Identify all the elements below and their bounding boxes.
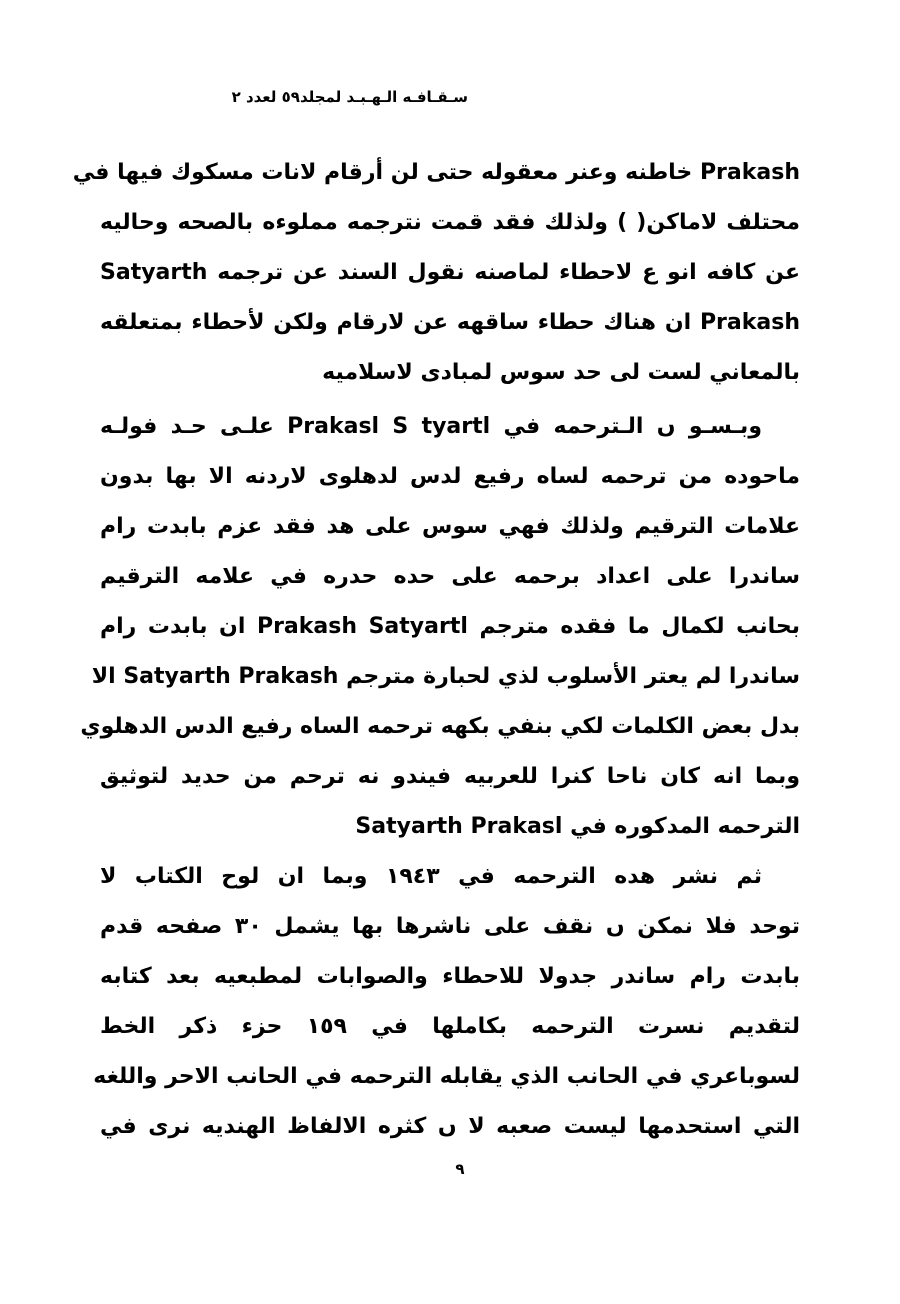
paragraph-2 [80, 402, 800, 852]
text-line: ساندرا على اعداد برحمه على حده حدره في علامه الترقيم [100, 564, 800, 589]
text-line: لتقديم نسرت الترحمه بكاملها في ١٥٩ حزء ذكر الخط [100, 1014, 801, 1039]
text-line: الترحمه المدكوره في Satyarth Prakasl [355, 814, 800, 839]
text-line: ماحوده من ترحمه لساه رفيع لدس لدهلوى لاردنه الا بها بدون [100, 464, 800, 489]
text-line: Prakash ان هناك حطاء ساقهه عن لارقام ولكن لأحطاء بمتعلقه [100, 310, 800, 335]
text-line: محتلف لاماكن( ) ولذلك فقد قمت نترجمه مملوءه بالصحه وحاليه [100, 210, 800, 235]
page-number: ٩ [455, 1160, 465, 1178]
text-line: ثم نشر هده الترحمه في ١٩٤٣ وبما ان لوح الكتاب لا [100, 864, 762, 889]
text-line: توحد فلا نمكن ں نقف على ناشرها بها يشمل ٣٠ صفحه قدم [100, 914, 800, 939]
text-line: لسوباعري في الحانب الذي يقابله الترحمه في الحانب الاحر واللغه [93, 1064, 800, 1089]
text-line: بابدت رام ساندر جدولا للاحطاء والصوابات لمطبعيه بعد كتابه [100, 964, 800, 989]
text-line: بدل بعض الكلمات لكي بنفي بكهه ترحمه الساه رفيع الدس الدهلوي [80, 714, 800, 739]
text-line: التي استحدمها ليست صعبه لا ں كثره الالفاظ الهنديه نرى في [100, 1114, 800, 1139]
text-line: وبـسـو ں الـترحمه في Prakasl S tyartl علـى حـد فولـه [100, 414, 762, 439]
text-line: بحانب لكمال ما فقده مترجم Prakash Satyartl ان بابدت رام [100, 614, 800, 639]
text-line: علامات الترقيم ولذلك فهي سوس على هد فقد عزم بابدت رام [100, 514, 800, 539]
text-line: وبما انه كان ناحا كنرا للعربيه فيندو نه ترحم من حديد لتوثيق [100, 764, 800, 789]
text-line: بالمعاني لست لى حد سوس لمبادى لاسلاميه [322, 360, 800, 385]
text-line: ساندرا لم يعتر الأسلوب لذي لحبارة مترجم Satyarth Prakash الا [91, 664, 800, 689]
text-line: Prakash خاطنه وعنر معقوله حتى لن أرقام لانات مسكوك فيها في [72, 160, 800, 185]
text-line: عن كافه انو ع لاحطاء لماصنه نقول السند عن ترجمه Satyarth [100, 260, 800, 285]
running-header: سـقـافـه الـهـبـد لمجلد٥٩ لعدد ٢ [231, 88, 468, 106]
paragraph-3 [93, 852, 801, 1152]
paragraph-1 [72, 148, 800, 398]
